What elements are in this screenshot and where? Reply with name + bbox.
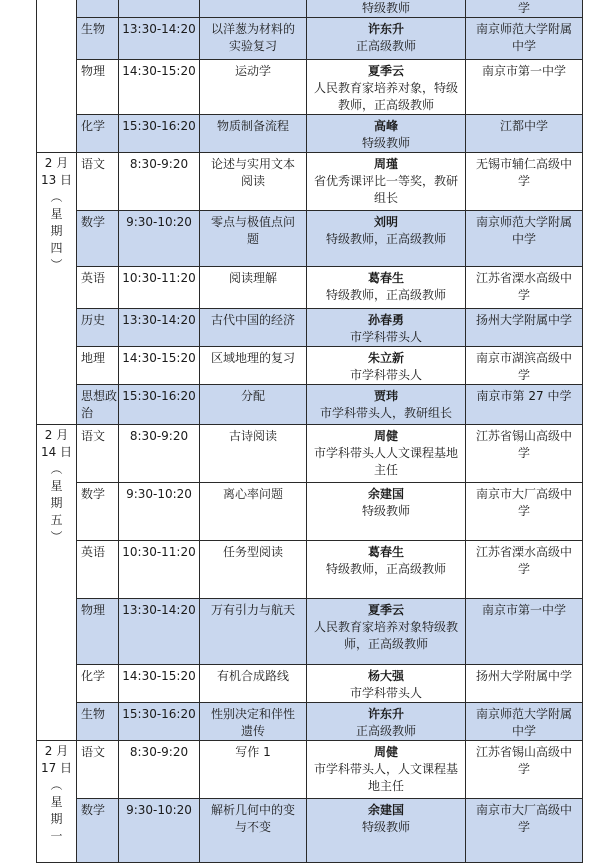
table-row <box>37 309 583 347</box>
date-line: 星 <box>50 207 63 221</box>
schedule-body <box>37 0 583 863</box>
school-cell: 南京市第一中学 <box>466 60 583 115</box>
topic-cell: 任务型阅读 <box>200 541 307 599</box>
school-cell: 扬州大学附属中学 <box>466 309 583 347</box>
date-line: 期 <box>50 812 63 826</box>
subject-cell: 思想政治 <box>77 385 119 425</box>
teacher-title: 特级教师 <box>361 820 410 834</box>
subject-cell <box>77 0 119 18</box>
topic-cell: 分配 <box>200 385 307 425</box>
teacher-cell <box>307 347 466 385</box>
school-cell: 江苏省溧水高级中学 <box>466 541 583 599</box>
subject-cell: 数学 <box>77 483 119 541</box>
school-cell: 江都中学 <box>466 115 583 153</box>
time-cell: 10:30-11:20 <box>119 267 200 309</box>
table-row <box>37 0 583 18</box>
subject-cell: 地理 <box>77 347 119 385</box>
teacher-cell <box>307 703 466 741</box>
school-cell: 学 <box>466 0 583 18</box>
subject-cell: 物理 <box>77 599 119 665</box>
teacher-name: 刘明 <box>373 215 398 229</box>
topic-cell: 运动学 <box>200 60 307 115</box>
date-line: 2 月 <box>44 744 69 758</box>
table-row <box>37 385 583 425</box>
topic-cell: 写作 1 <box>200 741 307 799</box>
school-cell: 南京师范大学附属中学 <box>466 703 583 741</box>
table-row <box>37 703 583 741</box>
teacher-name: 孙春勇 <box>367 313 404 327</box>
teacher-cell <box>307 741 466 799</box>
teacher-name: 夏季云 <box>367 64 404 78</box>
teacher-title: 特级教师，正高级教师 <box>325 232 446 246</box>
time-cell: 14:30-15:20 <box>119 60 200 115</box>
subject-cell: 英语 <box>77 267 119 309</box>
date-line: ︵ <box>50 778 63 792</box>
table-row <box>37 115 583 153</box>
school-cell: 无锡市辅仁高级中学 <box>466 153 583 211</box>
subject-cell: 生物 <box>77 703 119 741</box>
time-cell: 9:30-10:20 <box>119 483 200 541</box>
date-line: 14 日 <box>40 445 73 459</box>
date-line: ︶ <box>50 258 63 272</box>
teacher-name: 周瑾 <box>373 157 398 171</box>
school-cell: 江苏省锡山高级中学 <box>466 425 583 483</box>
date-line: 五 <box>50 513 63 527</box>
topic-cell: 阅读理解 <box>200 267 307 309</box>
time-cell: 8:30-9:20 <box>119 741 200 799</box>
time-cell: 14:30-15:20 <box>119 347 200 385</box>
time-cell: 10:30-11:20 <box>119 541 200 599</box>
teacher-name: 葛春生 <box>367 271 404 285</box>
teacher-cell <box>307 267 466 309</box>
teacher-title: 特级教师，正高级教师 <box>325 288 446 302</box>
subject-cell: 生物 <box>77 18 119 60</box>
time-cell: 14:30-15:20 <box>119 665 200 703</box>
time-cell: 15:30-16:20 <box>119 115 200 153</box>
school-cell: 扬州大学附属中学 <box>466 665 583 703</box>
teacher-cell <box>307 211 466 267</box>
date-cell <box>37 741 77 863</box>
date-line: ︶ <box>50 530 63 544</box>
table-row <box>37 211 583 267</box>
teacher-name: 周健 <box>373 429 398 443</box>
date-line: 星 <box>50 795 63 809</box>
school-cell: 南京市第 27 中学 <box>466 385 583 425</box>
teacher-name: 葛春生 <box>367 545 404 559</box>
school-cell: 南京师范大学附属中学 <box>466 211 583 267</box>
teacher-title: 人民教育家培养对象特级教师，正高级教师 <box>313 620 458 651</box>
subject-cell: 语文 <box>77 741 119 799</box>
teacher-title: 特级教师，正高级教师 <box>325 562 446 576</box>
topic-cell <box>200 0 307 18</box>
teacher-name: 夏季云 <box>367 603 404 617</box>
date-line: 2 月 <box>44 428 69 442</box>
table-row <box>37 60 583 115</box>
school-cell: 江苏省锡山高级中学 <box>466 741 583 799</box>
teacher-name: 余建国 <box>367 487 404 501</box>
teacher-cell <box>307 483 466 541</box>
table-row <box>37 153 583 211</box>
teacher-cell <box>307 425 466 483</box>
date-line: ︵ <box>50 190 63 204</box>
subject-cell: 化学 <box>77 665 119 703</box>
subject-cell: 英语 <box>77 541 119 599</box>
date-cell <box>37 153 77 425</box>
subject-cell: 历史 <box>77 309 119 347</box>
teacher-title: 省优秀课评比一等奖，教研组长 <box>313 174 458 205</box>
teacher-title: 正高级教师 <box>355 39 416 53</box>
subject-cell: 物理 <box>77 60 119 115</box>
table-row <box>37 599 583 665</box>
date-line: 2 月 <box>44 156 69 170</box>
date-line: 期 <box>50 496 63 510</box>
table-row <box>37 665 583 703</box>
school-cell: 南京师范大学附属中学 <box>466 18 583 60</box>
teacher-title: 特级教师 <box>361 136 410 150</box>
teacher-title: 市学科带头人人文课程基地主任 <box>313 446 458 477</box>
time-cell: 15:30-16:20 <box>119 385 200 425</box>
teacher-title: 特级教师 <box>361 504 410 518</box>
time-cell: 8:30-9:20 <box>119 425 200 483</box>
time-cell: 13:30-14:20 <box>119 309 200 347</box>
topic-cell: 零点与极值点问题 <box>200 211 307 267</box>
teacher-cell <box>307 665 466 703</box>
teacher-title: 正高级教师 <box>355 724 416 738</box>
teacher-cell <box>307 385 466 425</box>
teacher-cell <box>307 541 466 599</box>
table-row <box>37 425 583 483</box>
time-cell: 9:30-10:20 <box>119 211 200 267</box>
table-row <box>37 18 583 60</box>
time-cell: 9:30-10:20 <box>119 799 200 863</box>
teacher-cell <box>307 799 466 863</box>
time-cell <box>119 0 200 18</box>
teacher-cell <box>307 115 466 153</box>
table-row <box>37 347 583 385</box>
time-cell: 13:30-14:20 <box>119 599 200 665</box>
teacher-title: 特级教师 <box>361 1 410 15</box>
teacher-name: 贾玮 <box>373 389 398 403</box>
date-line: 17 日 <box>40 761 73 775</box>
teacher-name: 朱立新 <box>367 351 404 365</box>
date-line: ︵ <box>50 462 63 476</box>
topic-cell: 物质制备流程 <box>200 115 307 153</box>
date-line: 四 <box>50 241 63 255</box>
date-line: 一 <box>50 829 63 843</box>
school-cell: 南京市大厂高级中学 <box>466 483 583 541</box>
teacher-name: 许东升 <box>367 22 404 36</box>
teacher-cell <box>307 60 466 115</box>
schedule-table <box>36 0 583 863</box>
topic-cell: 性别决定和伴性遗传 <box>200 703 307 741</box>
teacher-title: 市学科带头人，教研组长 <box>319 406 452 420</box>
topic-cell: 离心率问题 <box>200 483 307 541</box>
teacher-cell <box>307 309 466 347</box>
table-row <box>37 541 583 599</box>
topic-cell: 区域地理的复习 <box>200 347 307 385</box>
teacher-title: 市学科带头人 <box>349 368 422 382</box>
teacher-cell <box>307 0 466 18</box>
teacher-name: 余建国 <box>367 803 404 817</box>
topic-cell: 解析几何中的变与不变 <box>200 799 307 863</box>
teacher-title: 市学科带头人，人文课程基地主任 <box>313 762 458 793</box>
teacher-name: 高峰 <box>373 119 398 133</box>
topic-cell: 论述与实用文本阅读 <box>200 153 307 211</box>
date-cell <box>37 0 77 153</box>
teacher-name: 许东升 <box>367 707 404 721</box>
date-line: 星 <box>50 479 63 493</box>
date-line: 期 <box>50 224 63 238</box>
time-cell: 13:30-14:20 <box>119 18 200 60</box>
topic-cell: 古诗阅读 <box>200 425 307 483</box>
teacher-title: 人民教育家培养对象，特级教师，正高级教师 <box>313 81 458 112</box>
school-cell: 南京市大厂高级中学 <box>466 799 583 863</box>
subject-cell: 语文 <box>77 153 119 211</box>
topic-cell: 万有引力与航天 <box>200 599 307 665</box>
topic-cell: 有机合成路线 <box>200 665 307 703</box>
table-row <box>37 483 583 541</box>
teacher-cell <box>307 18 466 60</box>
time-cell: 15:30-16:20 <box>119 703 200 741</box>
teacher-title: 市学科带头人 <box>349 686 422 700</box>
school-cell: 南京市湖滨高级中学 <box>466 347 583 385</box>
subject-cell: 化学 <box>77 115 119 153</box>
date-cell <box>37 425 77 741</box>
teacher-name: 杨大强 <box>367 669 404 683</box>
subject-cell: 数学 <box>77 799 119 863</box>
table-row <box>37 741 583 799</box>
school-cell: 江苏省溧水高级中学 <box>466 267 583 309</box>
teacher-name: 周健 <box>373 745 398 759</box>
teacher-title: 市学科带头人 <box>349 330 422 344</box>
subject-cell: 语文 <box>77 425 119 483</box>
teacher-cell <box>307 599 466 665</box>
table-row <box>37 799 583 863</box>
subject-cell: 数学 <box>77 211 119 267</box>
date-line: 13 日 <box>40 173 73 187</box>
time-cell: 8:30-9:20 <box>119 153 200 211</box>
table-row <box>37 267 583 309</box>
topic-cell: 古代中国的经济 <box>200 309 307 347</box>
topic-cell: 以洋葱为材料的实验复习 <box>200 18 307 60</box>
teacher-cell <box>307 153 466 211</box>
school-cell: 南京市第一中学 <box>466 599 583 665</box>
